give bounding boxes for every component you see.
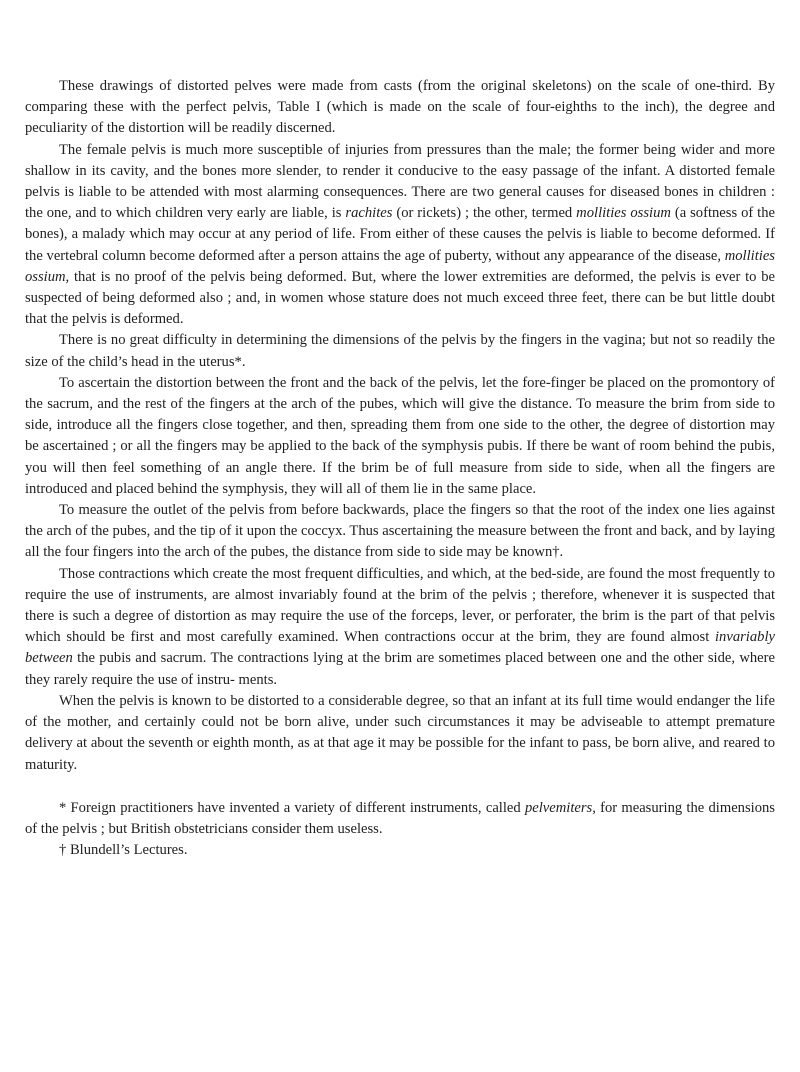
text-segment: These drawings of distorted pelves were made from casts (from the original skeletons) on the scale of one-third. By comparing these with the perfect pelvis, Table I (which is made on the scale of four-eighths to the inch), the degree and peculiarity of the distortion will be readily discerned. — [25, 78, 775, 137]
paragraph-dimensions — [25, 330, 775, 372]
paragraph-female-pelvis — [25, 140, 775, 331]
body-text — [25, 76, 775, 776]
text-segment: (a softness of the bones), a malady which may occur at any period of life. From either of these causes the pelvis is liable to become deformed. If the vertebral column become deformed after a person attains the age of puberty, without any appearance of the disease, — [25, 205, 775, 264]
text-segment: * Foreign practitioners have invented a variety of different instruments, called — [59, 799, 525, 816]
text-segment: † Blundell’s Lectures. — [59, 842, 188, 859]
text-segment: To ascertain the distortion between the front and the back of the pelvis, let the fore-finger be placed on the promontory of the sacrum, and the rest of the fingers at the arch of the pubes, which will give the distance. To measure the brim from side to side, introduce all the fingers close together, and then, spreading them from one side to the other, the degree of distortion may be ascertained ; or all the fingers may be applied to the back of the symphysis pubis. If there be want of room behind the pubis, you will then feel something of an angle there. If the brim be of full measure from side to side, when all the fingers are introduced and placed behind the symphysis, they will all of them lie in the same place. — [25, 374, 775, 497]
italic-term: mollities ossium — [576, 205, 671, 222]
italic-term: mollities ossium, — [25, 247, 775, 285]
document-page — [25, 76, 775, 861]
italic-term: rachites — [345, 205, 393, 222]
paragraph-premature-delivery — [25, 691, 775, 776]
paragraph-drawings-note — [25, 76, 775, 140]
italic-term: pelvemiters, — [524, 799, 596, 816]
text-segment: There is no great difficulty in determining the dimensions of the pelvis by the fingers in the vagina; but not so readily the size of the child’s head in the uterus*. — [25, 332, 775, 370]
text-segment: (or rickets) ; the other, termed — [392, 205, 577, 222]
text-segment: The female pelvis is much more susceptible of injuries from pressures than the male; the former being wider and more shallow in its cavity, and the bones more slender, to render it conducive to the easy passage of the infant. A distorted female pelvis is liable to be attended with most alarming consequences. There are two general causes for diseased bones in children : the one, and to which children very early are liable, is — [25, 141, 775, 222]
text-segment: When the pelvis is known to be distorted to a considerable degree, so that an infant at its full time would endanger the life of the mother, and certainly could not be born alive, under such circumstances it may be adviseable to attempt premature delivery at about the seventh or eighth month, as at that age it may be possible for the infant to pass, be born alive, and reared to maturity. — [25, 692, 775, 773]
paragraph-ascertain-distortion — [25, 373, 775, 500]
footnote-dagger — [25, 840, 775, 861]
text-segment: To measure the outlet of the pelvis from before backwards, place the fingers so that the root of the index one lies against the arch of the pubes, and the tip of it upon the coccyx. Thus ascertaining the measure between the front and back, and by laying all the four fingers into the arch of the pubes, the distance from side to side may be known†. — [25, 502, 775, 561]
footnote-asterisk — [25, 798, 775, 840]
text-segment: for measuring the dimensions of the pelvis ; but British obstetricians consider them useless. — [25, 799, 775, 837]
paragraph-measure-outlet — [25, 500, 775, 564]
text-segment: Those contractions which create the most frequent difficulties, and which, at the bed-side, are found the most frequently to require the use of instruments, are almost invariably found at the brim of the pelvis ; therefore, whenever it is suspected that there is such a degree of distortion as may require the use of the forceps, lever, or perforater, the brim is the part of that pelvis which should be first and most carefully examined. When contractions occur at the brim, they are found almost — [25, 565, 775, 646]
paragraph-contractions — [25, 564, 775, 691]
text-segment: that is no proof of the pelvis being deformed. But, where the lower extremities are deformed, the pelvis is ever to be suspected of being deformed also ; and, in women whose stature does not much exceed three feet, there can be but little doubt that the pelvis is deformed. — [25, 268, 775, 328]
footnotes — [25, 798, 775, 862]
italic-term: invariably between — [25, 629, 775, 667]
text-segment: the pubis and sacrum. The contractions lying at the brim are sometimes placed between one and the other side, where they rarely require the use of instru- ments. — [25, 650, 775, 688]
